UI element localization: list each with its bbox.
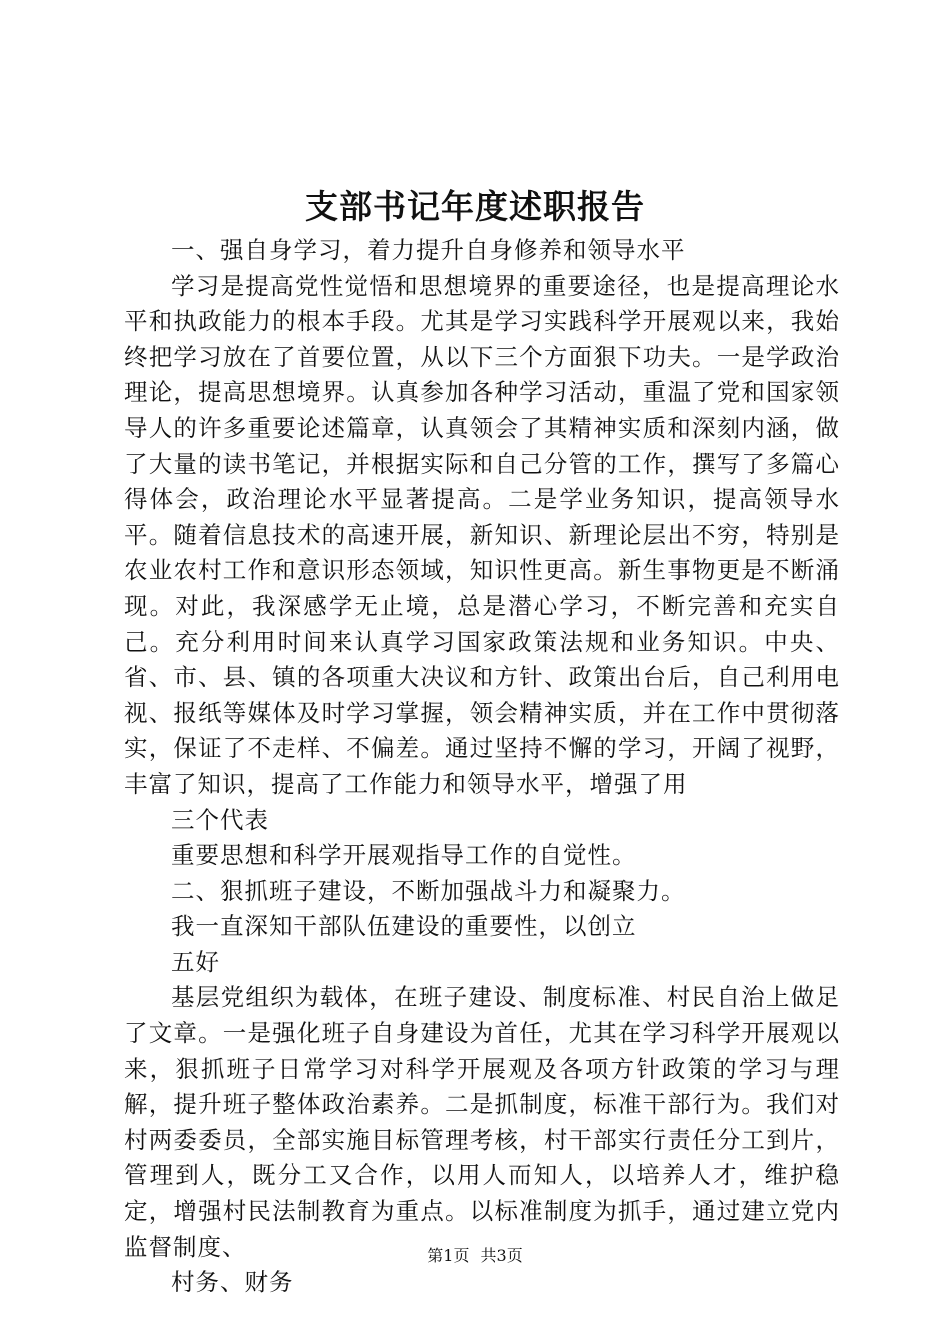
document-title: 支部书记年度述职报告 [305, 187, 645, 226]
body-paragraph: 学习是提高党性觉悟和思想境界的重要途径，也是提高理论水平和执政能力的根本手段。尤其是学习实践科学开展观以来，我始终把学习放在了首要位置，从以下三个方面狠下功夫。一是学政治理论，提高思想境界。认真参加各种学习活动，重温了党和国家领导人的许多重要论述篇章，认真领会了其精神实质和深刻内涵，做了大量的读书笔记，并根据实际和自己分管的工作，撰写了多篇心得体会，政治理论水平显著提高。二是学业务知识，提高领导水平。随着信息技术的高速开展，新知识、新理论层出不穷，特别是农业农村工作和意识形态领域，知识性更高。新生事物更是不断涌现。对此，我深感学无止境，总是潜心学习，不断完善和充实自己。充分利用时间来认真学习国家政策法规和业务知识。中央、省、市、县、镇的各项重大决议和方针、政策出台后，自己利用电视、报纸等媒体及时学习掌握，领会精神实质，并在工作中贯彻落实，保证了不走样、不偏差。通过坚持不懈的学习，开阔了视野，丰富了知识，提高了工作能力和领导水平，增强了用 [124, 271, 840, 798]
document-body [124, 233, 840, 1301]
page-total: 共3页 [480, 1246, 523, 1265]
section-heading-2: 二、狠抓班子建设，不断加强战斗力和凝聚力。 [171, 876, 686, 905]
body-paragraph: 我一直深知干部队伍建设的重要性，以创立 [171, 912, 637, 941]
body-paragraph: 重要思想和科学开展观指导工作的自觉性。 [171, 841, 637, 870]
body-paragraph: 基层党组织为载体，在班子建设、制度标准、村民自治上做足了文章。一是强化班子自身建设为首任，尤其在学习科学开展观以来，狠抓班子日常学习对科学开展观及各项方针政策的学习与理解，提升班子整体政治素养。二是抓制度，标准干部行为。我们对村两委委员，全部实施目标管理考核，村干部实行责任分工到片，管理到人，既分工又合作，以用人而知人，以培养人才，维护稳定，增强村民法制教育为重点。以标准制度为抓手，通过建立党内监督制度、 [124, 983, 840, 1261]
page-number: 第1页 [427, 1246, 470, 1265]
body-paragraph: 五好 [171, 947, 220, 976]
body-paragraph: 村务、财务 [171, 1268, 294, 1297]
page-footer [0, 1245, 950, 1267]
body-paragraph: 三个代表 [171, 805, 269, 834]
section-heading-1: 一、强自身学习，着力提升自身修养和领导水平 [171, 236, 686, 264]
